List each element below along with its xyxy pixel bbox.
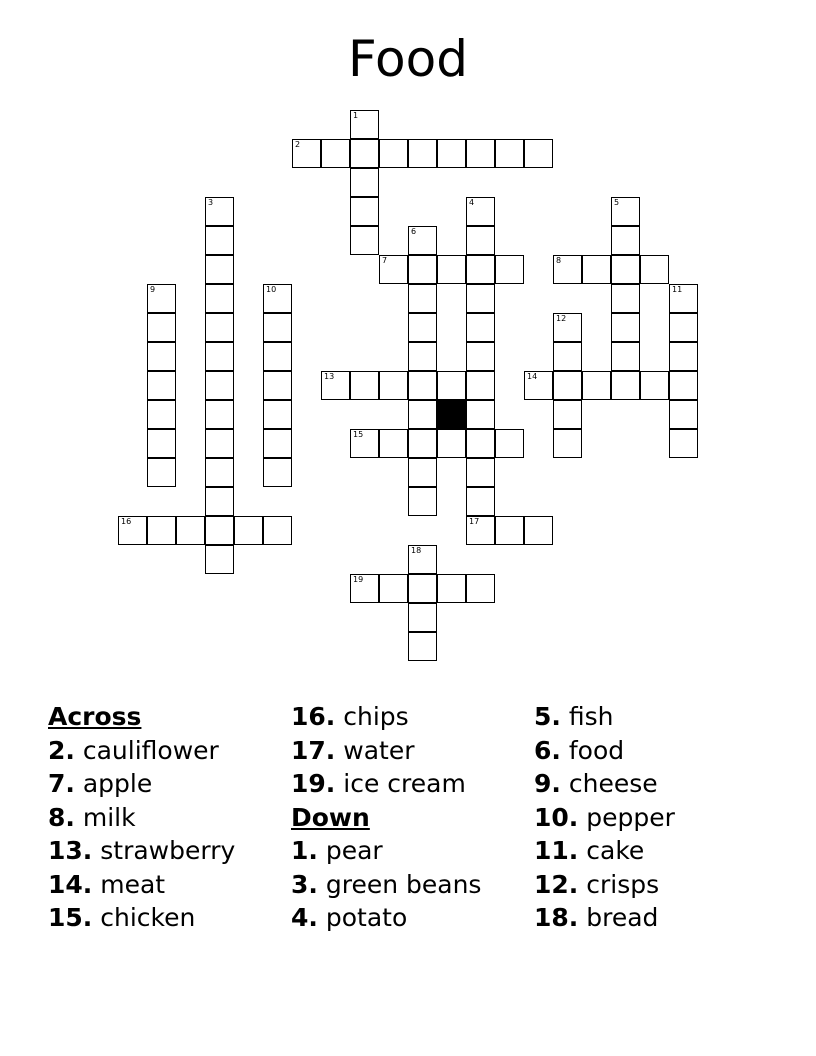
clue-text: cauliflower <box>82 735 219 765</box>
grid-cell[interactable] <box>669 284 698 313</box>
grid-cell[interactable] <box>147 458 176 487</box>
clue-number: 12. <box>534 869 579 899</box>
grid-cell[interactable] <box>611 342 640 371</box>
clue-text: potato <box>325 903 408 932</box>
grid-cell[interactable] <box>408 139 437 168</box>
grid-cell[interactable] <box>437 371 466 400</box>
grid-cell[interactable] <box>350 110 379 139</box>
grid-cell[interactable] <box>321 371 350 400</box>
cell-number: 16 <box>121 517 132 526</box>
grid-cell[interactable] <box>408 342 437 371</box>
clue-text: meat <box>100 869 166 899</box>
grid-cell[interactable] <box>205 429 234 458</box>
grid-cell[interactable] <box>553 255 582 284</box>
down-clue <box>534 767 675 801</box>
grid-cell[interactable] <box>205 284 234 313</box>
grid-cell[interactable] <box>408 400 437 429</box>
grid-cell[interactable] <box>640 371 669 400</box>
grid-cell[interactable] <box>669 429 698 458</box>
across-clue <box>48 801 235 835</box>
across-clue <box>48 868 235 902</box>
clue-text: milk <box>82 802 136 832</box>
clue-number: 9. <box>534 769 561 798</box>
grid-cell[interactable] <box>611 284 640 313</box>
grid-cell[interactable] <box>263 313 292 342</box>
grid-cell[interactable] <box>495 516 524 545</box>
clue-number: 19. <box>291 769 336 798</box>
across-clue <box>48 901 235 935</box>
clue-text: food <box>568 735 625 765</box>
cell-number: 8 <box>556 256 562 265</box>
puzzle-title: Food <box>348 30 468 88</box>
clue-text: water <box>343 735 415 765</box>
grid-cell[interactable] <box>263 458 292 487</box>
down-clue <box>534 801 675 835</box>
grid-cell[interactable] <box>524 139 553 168</box>
clues-column-3 <box>534 700 675 935</box>
grid-cell[interactable] <box>611 255 640 284</box>
clue-number: 16. <box>291 702 336 731</box>
down-clue <box>534 700 675 734</box>
grid-cell[interactable] <box>147 371 176 400</box>
grid-cell[interactable] <box>234 516 263 545</box>
down-clue <box>534 868 675 902</box>
grid-cell[interactable] <box>408 574 437 603</box>
grid-cell[interactable] <box>408 226 437 255</box>
grid-cell[interactable] <box>640 255 669 284</box>
grid-cell[interactable] <box>466 226 495 255</box>
grid-cell[interactable] <box>263 400 292 429</box>
grid-cell[interactable] <box>205 313 234 342</box>
clue-number: 15. <box>48 903 93 932</box>
grid-cell[interactable] <box>582 255 611 284</box>
grid-cell[interactable] <box>669 371 698 400</box>
grid-cell[interactable] <box>669 342 698 371</box>
grid-cell[interactable] <box>205 342 234 371</box>
grid-cell[interactable] <box>205 371 234 400</box>
grid-cell[interactable] <box>437 574 466 603</box>
grid-cell[interactable] <box>553 429 582 458</box>
grid-cell[interactable] <box>147 400 176 429</box>
clue-text: ice cream <box>343 769 466 798</box>
grid-cell[interactable] <box>408 313 437 342</box>
grid-cell[interactable] <box>582 371 611 400</box>
clue-number: 14. <box>48 869 93 899</box>
grid-cell[interactable] <box>466 284 495 313</box>
grid-cell[interactable] <box>669 400 698 429</box>
cell-number: 10 <box>266 285 277 294</box>
cell-number: 4 <box>469 198 475 207</box>
clue-text: green beans <box>325 869 482 899</box>
grid-cell[interactable] <box>205 458 234 487</box>
grid-cell[interactable] <box>321 139 350 168</box>
grid-cell[interactable] <box>408 487 437 516</box>
across-clue <box>48 834 235 868</box>
grid-cell[interactable] <box>263 371 292 400</box>
cell-number: 6 <box>411 227 417 236</box>
down-clue <box>291 868 481 902</box>
grid-cell[interactable] <box>466 574 495 603</box>
across-clue <box>291 734 481 768</box>
across-clue <box>291 767 481 801</box>
clue-number: 1. <box>291 836 318 865</box>
across-clue <box>48 734 235 768</box>
clue-number: 4. <box>291 903 318 932</box>
down-clue <box>291 834 481 868</box>
cell-number: 5 <box>614 198 620 207</box>
grid-cell[interactable] <box>466 139 495 168</box>
clue-text: fish <box>568 702 614 731</box>
clue-number: 8. <box>48 802 75 832</box>
grid-cell[interactable] <box>408 371 437 400</box>
down-clue <box>534 834 675 868</box>
grid-cell[interactable] <box>466 197 495 226</box>
clues-column-2 <box>291 700 481 935</box>
grid-cell[interactable] <box>205 197 234 226</box>
cell-number: 14 <box>527 372 538 381</box>
grid-cell[interactable] <box>263 429 292 458</box>
grid-cell[interactable] <box>118 516 147 545</box>
grid-cell[interactable] <box>147 313 176 342</box>
grid-cell[interactable] <box>379 139 408 168</box>
grid-cell[interactable] <box>147 429 176 458</box>
down-heading: Down <box>291 802 370 832</box>
cell-number: 2 <box>295 140 301 149</box>
cell-number: 13 <box>324 372 335 381</box>
grid-cell[interactable] <box>408 284 437 313</box>
grid-cell[interactable] <box>408 429 437 458</box>
grid-cell[interactable] <box>350 429 379 458</box>
clue-text: pepper <box>586 802 675 832</box>
grid-cell[interactable] <box>263 342 292 371</box>
grid-cell[interactable] <box>466 342 495 371</box>
black-cell <box>437 400 466 429</box>
cell-number: 1 <box>353 111 359 120</box>
grid-cell[interactable] <box>611 226 640 255</box>
grid-cell[interactable] <box>263 284 292 313</box>
grid-cell[interactable] <box>379 255 408 284</box>
grid-cell[interactable] <box>495 429 524 458</box>
grid-cell[interactable] <box>408 603 437 632</box>
grid-cell[interactable] <box>350 139 379 168</box>
grid-cell[interactable] <box>350 574 379 603</box>
grid-cell[interactable] <box>611 371 640 400</box>
grid-cell[interactable] <box>350 371 379 400</box>
grid-cell[interactable] <box>205 545 234 574</box>
cell-number: 18 <box>411 546 422 555</box>
grid-cell[interactable] <box>524 371 553 400</box>
grid-cell[interactable] <box>408 545 437 574</box>
down-clue <box>534 901 675 935</box>
cell-number: 11 <box>672 285 683 294</box>
clue-text: cheese <box>568 769 658 798</box>
grid-cell[interactable] <box>176 516 205 545</box>
grid-cell[interactable] <box>611 313 640 342</box>
grid-cell[interactable] <box>669 313 698 342</box>
grid-cell[interactable] <box>350 197 379 226</box>
grid-cell[interactable] <box>205 226 234 255</box>
grid-cell[interactable] <box>408 458 437 487</box>
grid-cell[interactable] <box>466 400 495 429</box>
clue-number: 5. <box>534 702 561 731</box>
clues-column-1 <box>48 700 235 935</box>
grid-cell[interactable] <box>466 429 495 458</box>
clue-text: chicken <box>100 903 196 932</box>
grid-cell[interactable] <box>205 255 234 284</box>
grid-cell[interactable] <box>611 197 640 226</box>
grid-cell[interactable] <box>292 139 321 168</box>
clue-number: 11. <box>534 836 579 865</box>
clue-text: pear <box>325 836 383 865</box>
grid-cell[interactable] <box>466 516 495 545</box>
grid-cell[interactable] <box>553 400 582 429</box>
grid-cell[interactable] <box>495 255 524 284</box>
grid-cell[interactable] <box>205 487 234 516</box>
grid-cell[interactable] <box>553 371 582 400</box>
clue-number: 7. <box>48 769 75 798</box>
cell-number: 12 <box>556 314 567 323</box>
grid-cell[interactable] <box>466 458 495 487</box>
clue-number: 18. <box>534 903 579 932</box>
grid-cell[interactable] <box>147 342 176 371</box>
cell-number: 19 <box>353 575 364 584</box>
clue-text: strawberry <box>100 836 236 865</box>
clue-number: 3. <box>291 869 318 899</box>
cell-number: 7 <box>382 256 388 265</box>
grid-cell[interactable] <box>495 139 524 168</box>
grid-cell[interactable] <box>147 284 176 313</box>
grid-cell[interactable] <box>147 516 176 545</box>
clue-number: 13. <box>48 836 93 865</box>
clue-text: apple <box>82 769 153 798</box>
grid-cell[interactable] <box>408 255 437 284</box>
grid-cell[interactable] <box>350 168 379 197</box>
clue-text: cake <box>586 836 645 865</box>
grid-cell[interactable] <box>263 516 292 545</box>
grid-cell[interactable] <box>408 632 437 661</box>
cell-number: 17 <box>469 517 480 526</box>
clue-number: 10. <box>534 802 579 832</box>
clue-text: crisps <box>586 869 660 899</box>
grid-cell[interactable] <box>437 429 466 458</box>
grid-cell[interactable] <box>524 516 553 545</box>
cell-number: 3 <box>208 198 214 207</box>
down-clue <box>291 901 481 935</box>
grid-cell[interactable] <box>350 226 379 255</box>
grid-cell[interactable] <box>466 255 495 284</box>
cell-number: 9 <box>150 285 156 294</box>
across-clue <box>48 767 235 801</box>
grid-cell[interactable] <box>379 371 408 400</box>
clue-number: 6. <box>534 735 561 765</box>
grid-cell[interactable] <box>466 313 495 342</box>
grid-cell[interactable] <box>379 429 408 458</box>
clue-text: chips <box>343 702 409 731</box>
clue-number: 17. <box>291 735 336 765</box>
grid-cell[interactable] <box>379 574 408 603</box>
grid-cell[interactable] <box>437 139 466 168</box>
grid-cell[interactable] <box>205 400 234 429</box>
grid-cell[interactable] <box>553 313 582 342</box>
grid-cell[interactable] <box>437 255 466 284</box>
clue-number: 2. <box>48 735 75 765</box>
across-heading: Across <box>48 702 142 731</box>
grid-cell[interactable] <box>553 342 582 371</box>
grid-cell[interactable] <box>466 487 495 516</box>
clue-text: bread <box>586 903 659 932</box>
down-clue <box>534 734 675 768</box>
grid-cell[interactable] <box>205 516 234 545</box>
across-clue <box>291 700 481 734</box>
grid-cell[interactable] <box>466 371 495 400</box>
cell-number: 15 <box>353 430 364 439</box>
